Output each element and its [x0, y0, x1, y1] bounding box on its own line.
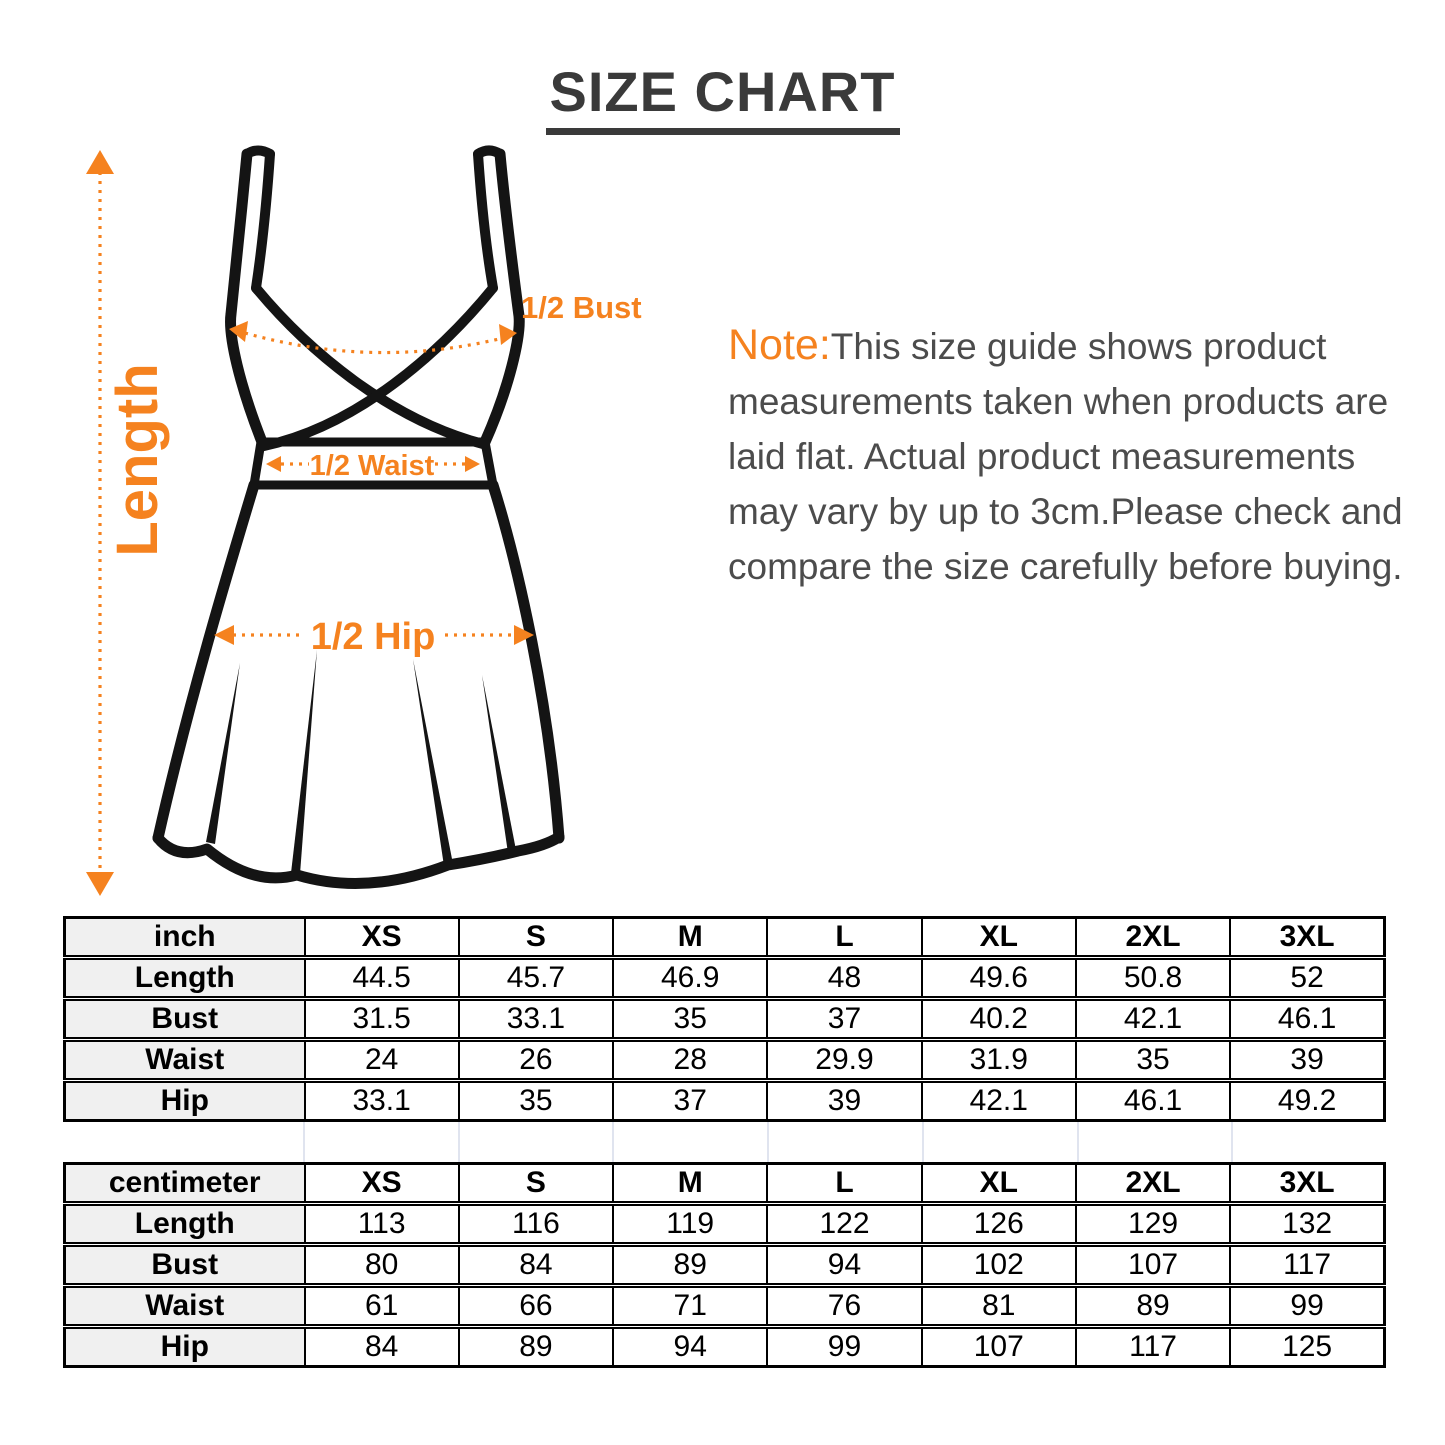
- size-value-cell: 89: [613, 1245, 767, 1286]
- size-value-cell: 46.1: [1230, 999, 1384, 1040]
- waist-label: 1/2 Waist: [309, 450, 435, 482]
- table-row: [65, 1327, 1385, 1367]
- size-column-header: L: [767, 1164, 921, 1204]
- measure-row-label: Bust: [65, 999, 305, 1040]
- table-row: [65, 1245, 1385, 1286]
- size-value-cell: 80: [305, 1245, 459, 1286]
- size-column-header: 3XL: [1230, 1164, 1384, 1204]
- waist-arrowhead-right: [465, 456, 480, 472]
- bust-arrow-line: [245, 333, 507, 353]
- size-value-cell: 35: [613, 999, 767, 1040]
- measure-row-label: Waist: [65, 1040, 305, 1081]
- note-paragraph: [728, 318, 1416, 594]
- size-value-cell: 50.8: [1076, 958, 1230, 999]
- size-value-cell: 39: [1230, 1040, 1384, 1081]
- inch-size-table: [63, 916, 1386, 1122]
- size-value-cell: 33.1: [459, 999, 613, 1040]
- size-value-cell: 39: [767, 1081, 921, 1121]
- size-column-header: XS: [305, 918, 459, 958]
- dress-hem: [158, 837, 559, 883]
- table-header-row: [65, 918, 1385, 958]
- table-row: [65, 958, 1385, 999]
- size-value-cell: 129: [1076, 1204, 1230, 1245]
- size-value-cell: 52: [1230, 958, 1384, 999]
- size-value-cell: 66: [459, 1286, 613, 1327]
- table-row: [65, 1286, 1385, 1327]
- dress-skirt-left-edge: [158, 485, 254, 838]
- size-value-cell: 45.7: [459, 958, 613, 999]
- note-prefix: Note:: [728, 321, 831, 369]
- size-value-cell: 28: [613, 1040, 767, 1081]
- size-value-cell: 40.2: [922, 999, 1076, 1040]
- size-value-cell: 113: [305, 1204, 459, 1245]
- size-value-cell: 71: [613, 1286, 767, 1327]
- length-label: Length: [105, 363, 170, 557]
- size-value-cell: 122: [767, 1204, 921, 1245]
- size-value-cell: 44.5: [305, 958, 459, 999]
- size-column-header: S: [459, 918, 613, 958]
- size-value-cell: 31.9: [922, 1040, 1076, 1081]
- page-title-wrap: [0, 60, 1445, 135]
- size-column-header: 3XL: [1230, 918, 1384, 958]
- size-column-header: S: [459, 1164, 613, 1204]
- measure-row-label: Waist: [65, 1286, 305, 1327]
- size-value-cell: 48: [767, 958, 921, 999]
- size-column-header: XL: [922, 1164, 1076, 1204]
- size-value-cell: 84: [305, 1327, 459, 1367]
- waist-arrowhead-left: [266, 456, 281, 472]
- measure-row-label: Hip: [65, 1327, 305, 1367]
- size-value-cell: 102: [922, 1245, 1076, 1286]
- size-value-cell: 37: [613, 1081, 767, 1121]
- size-value-cell: 89: [459, 1327, 613, 1367]
- size-column-header: L: [767, 918, 921, 958]
- size-column-header: XL: [922, 918, 1076, 958]
- note-body: This size guide shows product measurements taken when products are laid flat. Actual product measurements may vary by up to 3cm.Please check and compare the size carefully before buying.: [728, 326, 1403, 587]
- size-value-cell: 31.5: [305, 999, 459, 1040]
- measure-row-label: Length: [65, 958, 305, 999]
- size-value-cell: 107: [1076, 1245, 1230, 1286]
- size-value-cell: 35: [459, 1081, 613, 1121]
- size-value-cell: 49.6: [922, 958, 1076, 999]
- unit-header-cell: centimeter: [65, 1164, 305, 1204]
- size-value-cell: 89: [1076, 1286, 1230, 1327]
- size-value-cell: 126: [922, 1204, 1076, 1245]
- size-value-cell: 125: [1230, 1327, 1384, 1367]
- table-row: [65, 1204, 1385, 1245]
- size-value-cell: 26: [459, 1040, 613, 1081]
- table-spacer: [63, 1122, 1386, 1162]
- dress-neckline-left-panel: [256, 288, 483, 444]
- size-value-cell: 24: [305, 1040, 459, 1081]
- table-row: [65, 1081, 1385, 1121]
- size-value-cell: 33.1: [305, 1081, 459, 1121]
- table-row: [65, 999, 1385, 1040]
- size-value-cell: 117: [1230, 1245, 1384, 1286]
- size-value-cell: 132: [1230, 1204, 1384, 1245]
- size-value-cell: 94: [767, 1245, 921, 1286]
- size-value-cell: 49.2: [1230, 1081, 1384, 1121]
- dress-left-side-outline: [231, 154, 262, 442]
- size-value-cell: 37: [767, 999, 921, 1040]
- table-header-row: [65, 1164, 1385, 1204]
- size-value-cell: 76: [767, 1286, 921, 1327]
- hip-label: 1/2 Hip: [310, 616, 436, 658]
- size-value-cell: 116: [459, 1204, 613, 1245]
- bust-label: 1/2 Bust: [521, 290, 642, 325]
- table-row: [65, 1040, 1385, 1081]
- measure-row-label: Bust: [65, 1245, 305, 1286]
- size-value-cell: 81: [922, 1286, 1076, 1327]
- size-value-cell: 61: [305, 1286, 459, 1327]
- size-value-cell: 29.9: [767, 1040, 921, 1081]
- size-value-cell: 42.1: [922, 1081, 1076, 1121]
- size-value-cell: 94: [613, 1327, 767, 1367]
- length-arrowhead-up: [86, 150, 114, 174]
- length-arrowhead-down: [86, 872, 114, 896]
- size-column-header: 2XL: [1076, 1164, 1230, 1204]
- page-title: SIZE CHART: [546, 64, 900, 135]
- size-value-cell: 117: [1076, 1327, 1230, 1367]
- size-tables: [63, 916, 1386, 1368]
- size-value-cell: 42.1: [1076, 999, 1230, 1040]
- dress-measurement-diagram: [57, 138, 682, 918]
- size-value-cell: 107: [922, 1327, 1076, 1367]
- measure-row-label: Length: [65, 1204, 305, 1245]
- centimeter-size-table: [63, 1162, 1386, 1368]
- measure-row-label: Hip: [65, 1081, 305, 1121]
- size-value-cell: 99: [767, 1327, 921, 1367]
- size-value-cell: 46.9: [613, 958, 767, 999]
- dress-neckline-right-panel: [264, 288, 493, 446]
- size-value-cell: 84: [459, 1245, 613, 1286]
- unit-header-cell: inch: [65, 918, 305, 958]
- size-column-header: M: [613, 918, 767, 958]
- size-value-cell: 46.1: [1076, 1081, 1230, 1121]
- size-value-cell: 119: [613, 1204, 767, 1245]
- dress-pleats: [206, 650, 516, 874]
- size-value-cell: 99: [1230, 1286, 1384, 1327]
- size-column-header: 2XL: [1076, 918, 1230, 958]
- size-column-header: M: [613, 1164, 767, 1204]
- size-column-header: XS: [305, 1164, 459, 1204]
- size-value-cell: 35: [1076, 1040, 1230, 1081]
